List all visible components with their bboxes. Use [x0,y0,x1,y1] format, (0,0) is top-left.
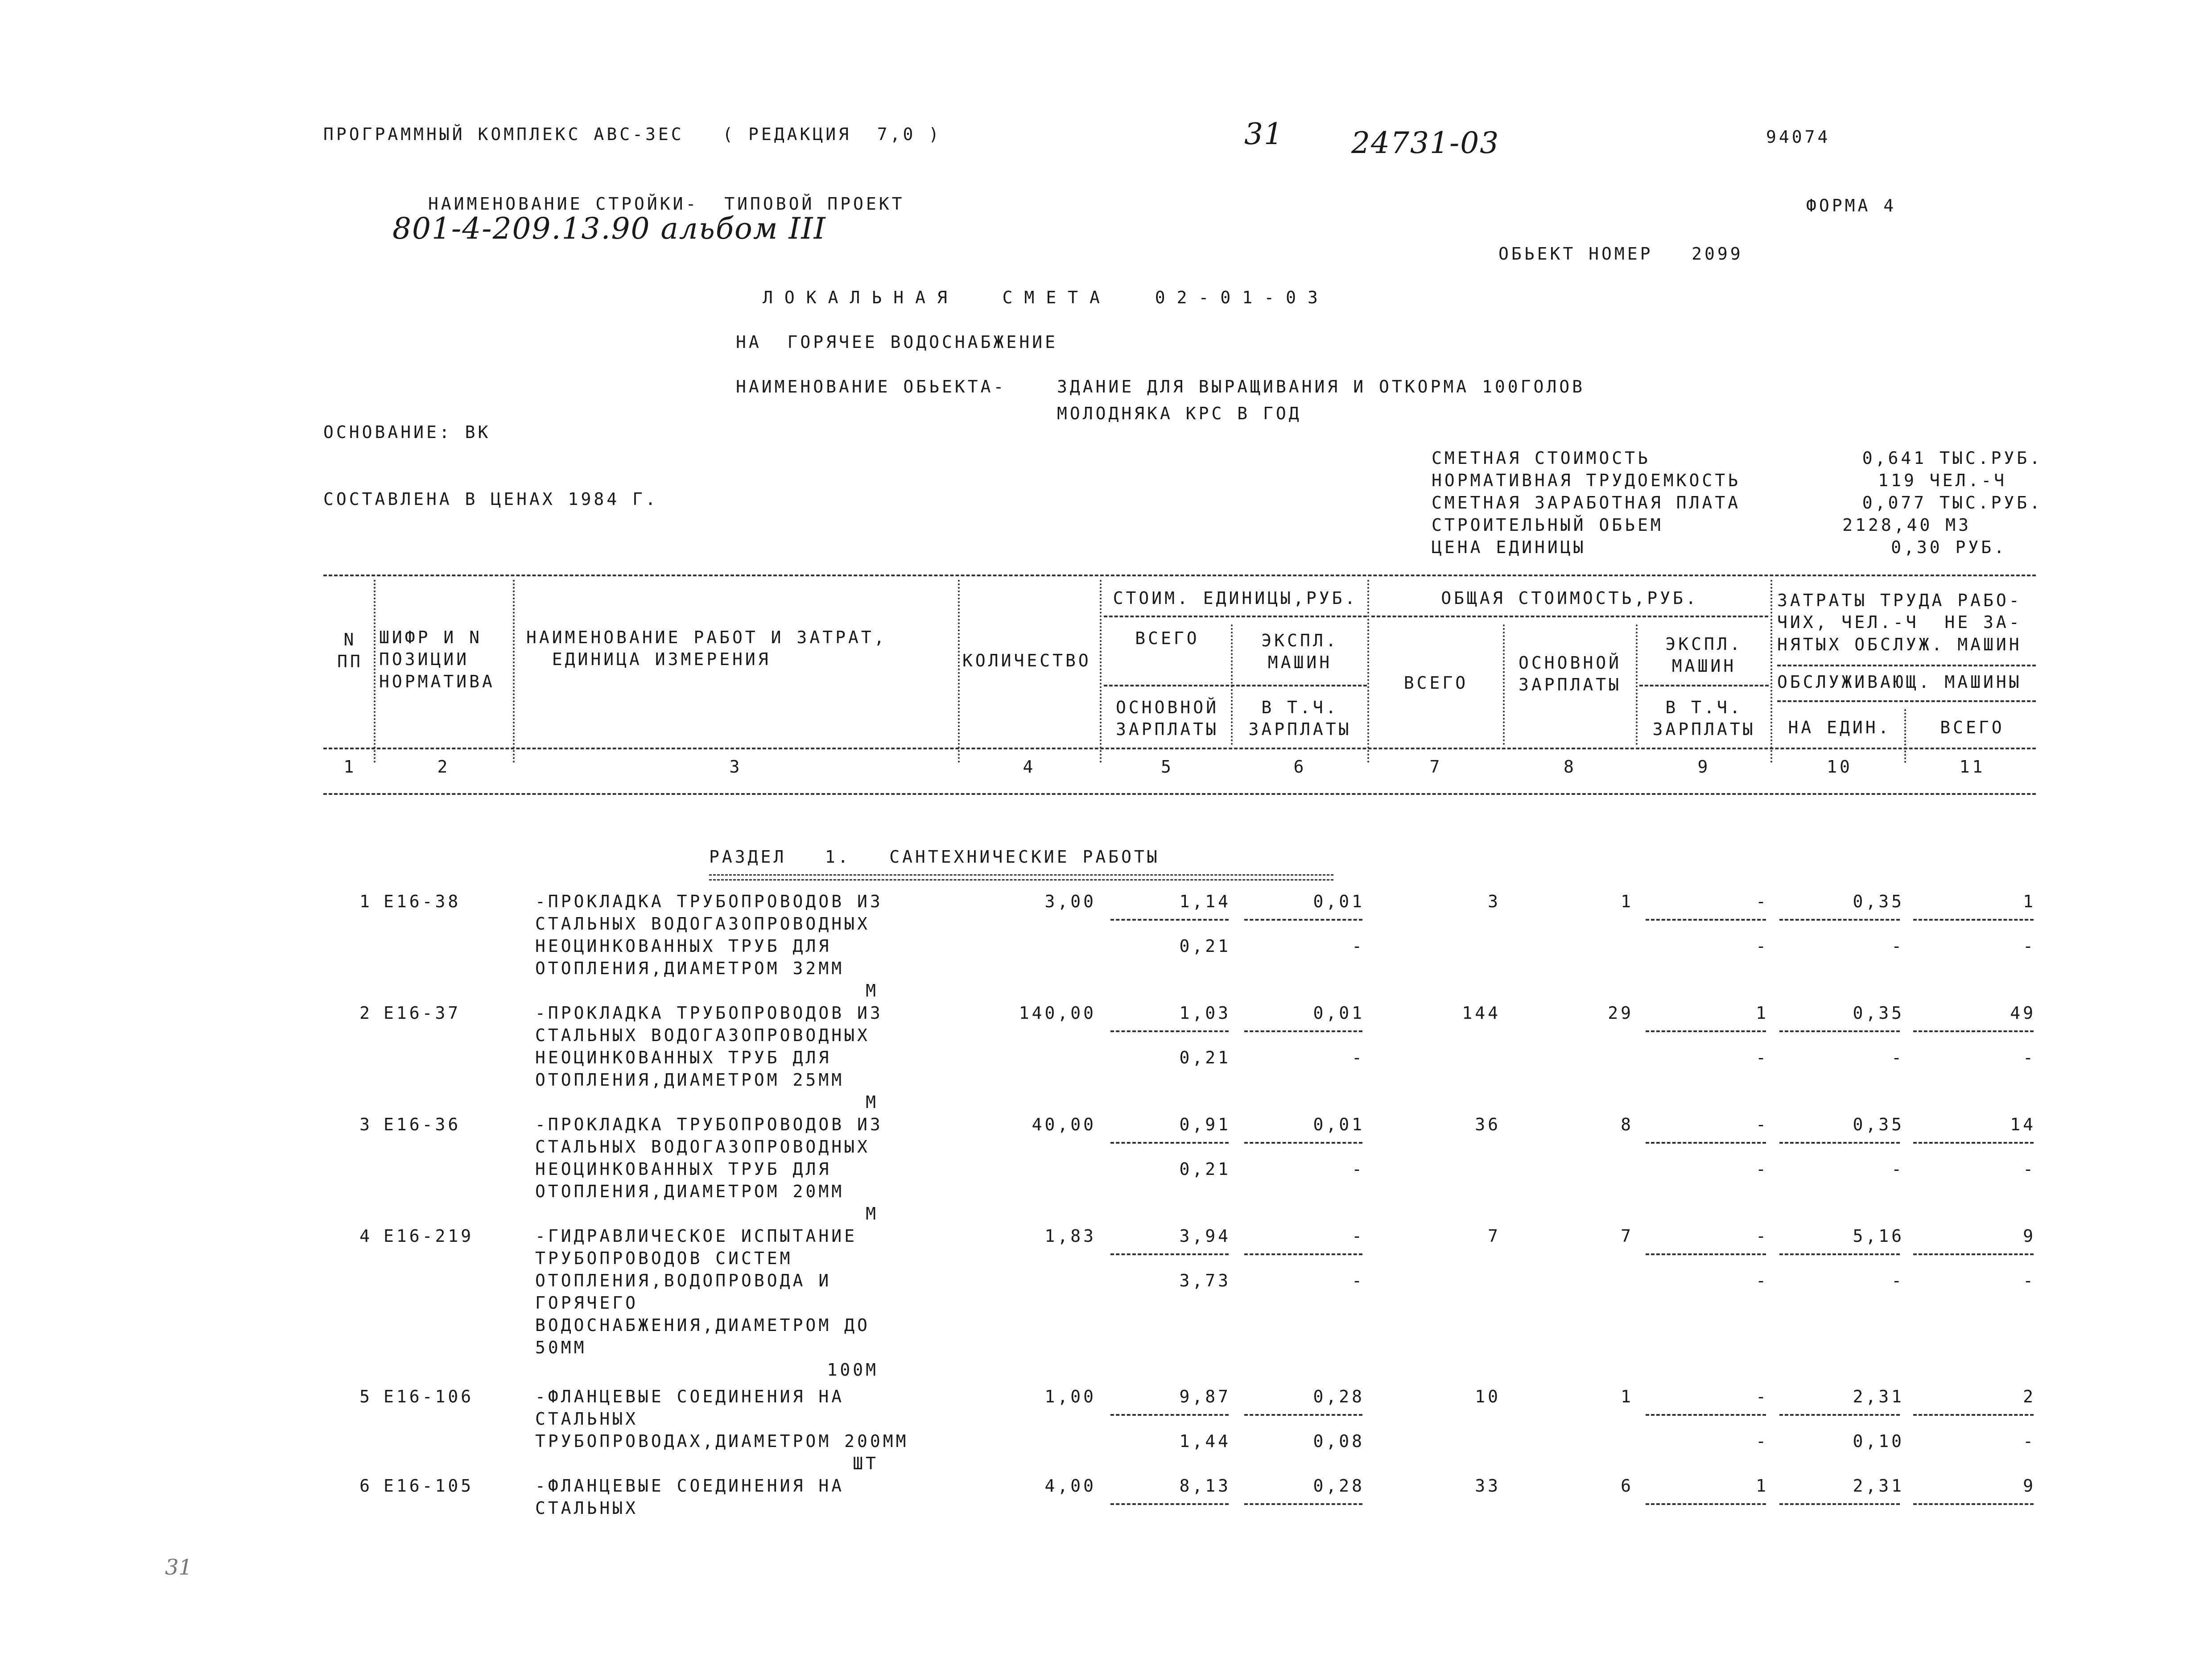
cell-rule [1110,1142,1229,1144]
row-unit-cost-total: 9,87 [1179,1387,1231,1406]
column-separator [374,580,376,763]
row-machine-labor-per-unit: - [1891,936,1904,956]
estimate-title: ЛОКАЛЬНАЯ СМЕТА 02-01-03 [763,288,1329,307]
cell-rule [1779,1030,1900,1032]
row-unit-cost-salary: 0,21 [1179,1048,1231,1067]
cell-rule [1913,919,2034,921]
row-quantity: 1,83 [1044,1226,1096,1246]
row-name-line: -ПРОКЛАДКА ТРУБОПРОВОДОВ ИЗ [535,1003,883,1023]
col-9-header-b: В Т.Ч. ЗАРПЛАТЫ [1652,698,1756,740]
row-unit-cost-machines: 0,28 [1313,1387,1365,1406]
column-number: 11 [1959,757,1985,777]
row-machine-labor-total: - [2023,1159,2036,1179]
row-labor-total: 9 [2023,1476,2036,1496]
row-number: 3 [359,1115,372,1134]
row-unit-cost-total: 1,03 [1179,1003,1231,1023]
row-unit: М [866,1092,879,1112]
row-code: Е16-38 [384,892,461,911]
row-name-line: -ПРОКЛАДКА ТРУБОПРОВОДОВ ИЗ [535,892,883,911]
document-code-handwritten: 24731-03 [1351,126,1500,160]
summary-label: ЦЕНА ЕДИНИЦЫ [1432,537,1586,557]
summary-label: НОРМАТИВНАЯ ТРУДОЕМКОСТЬ [1432,471,1741,490]
row-code: Е16-105 [384,1476,474,1496]
row-total-salary: 8 [1621,1115,1634,1134]
row-unit-cost-machines: 0,01 [1313,1115,1365,1134]
row-name-line: СТАЛЬНЫХ ВОДОГАЗОПРОВОДНЫХ [535,1137,870,1157]
rule [1371,616,1768,617]
col-1-header: N ПП [337,630,363,672]
section-underline [709,874,1333,881]
row-code: Е16-106 [384,1387,474,1406]
row-name-line: -ГИДРАВЛИЧЕСКОЕ ИСПЫТАНИЕ [535,1226,857,1246]
row-number: 4 [359,1226,372,1246]
row-total-machines-salary: - [1756,1431,1769,1451]
rule [1777,665,2036,666]
cell-rule [1779,1503,1900,1505]
row-number: 1 [359,892,372,911]
summary-label: СТРОИТЕЛЬНЫЙ ОБЬЕМ [1432,515,1663,535]
row-total-machines-salary: - [1756,1159,1769,1179]
row-name-line: ТРУБОПРОВОДАХ,ДИАМЕТРОМ 200ММ [535,1431,909,1451]
cell-rule [1913,1142,2034,1144]
rule [323,748,2036,749]
column-number: 8 [1564,757,1576,777]
column-separator [1367,580,1369,763]
col-5-header-b: ОСНОВНОЙ ЗАРПЛАТЫ [1115,698,1219,740]
cell-rule [1646,1414,1766,1416]
col-6-header-a: ЭКСПЛ. МАШИН [1261,631,1339,673]
basis: ОСНОВАНИЕ: ВК [323,422,491,442]
summary-value: 119 ЧЕЛ.-Ч [1878,471,2007,490]
cell-rule [1244,1030,1362,1032]
row-machine-labor-per-unit: 0,10 [1853,1431,1904,1451]
cell-rule [1244,919,1362,921]
column-number: 10 [1827,757,1853,777]
cols-10-11-subheader: ОБСЛУЖИВАЮЩ. МАШИНЫ [1777,672,2022,692]
cell-rule [1110,1414,1229,1416]
cell-rule [1913,1253,2034,1255]
row-unit-cost-salary: 1,44 [1179,1431,1231,1451]
row-total-salary: 7 [1621,1226,1634,1246]
page-number-handwritten: 31 [1244,117,1283,151]
summary-value: 0,30 РУБ. [1891,537,2007,557]
object-name-label: НАИМЕНОВАНИЕ ОБЬЕКТА- [736,377,1007,397]
col-11-header: ВСЕГО [1940,718,2005,737]
column-separator [1904,709,1906,763]
col-4-header: КОЛИЧЕСТВО [962,651,1091,670]
summary-label: СМЕТНАЯ СТОИМОСТЬ [1432,448,1651,468]
row-name-line: -ПРОКЛАДКА ТРУБОПРОВОДОВ ИЗ [535,1115,883,1134]
row-name-line: ТРУБОПРОВОДОВ СИСТЕМ [535,1249,793,1268]
rule [323,793,2036,795]
column-number: 4 [1023,757,1036,777]
row-code: Е16-219 [384,1226,474,1246]
row-total-salary: 6 [1621,1476,1634,1496]
column-separator [513,580,515,763]
row-unit-cost-salary: 3,73 [1179,1271,1231,1290]
row-number: 2 [359,1003,372,1023]
column-number: 7 [1429,757,1443,777]
cell-rule [1110,1030,1229,1032]
row-unit: ШТ [853,1454,879,1473]
col-6-header-b: В Т.Ч. ЗАРПЛАТЫ [1248,698,1352,740]
row-total-machines: - [1756,1115,1769,1134]
row-unit-cost-machines: 0,01 [1313,1003,1365,1023]
row-total-salary: 1 [1621,892,1634,911]
rule [1639,685,1769,686]
row-name-line: 50ММ [535,1338,587,1357]
rule [1104,685,1367,686]
row-machine-labor-per-unit: - [1891,1159,1904,1179]
cell-rule [1646,1030,1766,1032]
row-quantity: 40,00 [1032,1115,1096,1134]
cell-rule [1110,919,1229,921]
column-separator [1100,580,1102,763]
column-separator [1503,624,1505,745]
cell-rule [1779,919,1900,921]
column-number: 5 [1161,757,1174,777]
rule [1777,700,2036,702]
summary-value: 0,077 ТЫС.РУБ. [1862,493,2043,513]
section-title: РАЗДЕЛ 1. САНТЕХНИЧЕСКИЕ РАБОТЫ [709,847,1160,867]
row-machine-labor-total: - [2023,936,2036,956]
row-labor-total: 1 [2023,892,2036,911]
row-unit-cost-total: 8,13 [1179,1476,1231,1496]
row-unit-cost-total: 3,94 [1179,1226,1231,1246]
row-labor-per-unit: 0,35 [1853,1115,1904,1134]
summary-value: 2128,40 М3 [1842,515,1971,535]
row-name-line: СТАЛЬНЫХ ВОДОГАЗОПРОВОДНЫХ [535,1025,870,1045]
summary-label: СМЕТНАЯ ЗАРАБОТНАЯ ПЛАТА [1432,493,1741,513]
column-number: 2 [437,757,450,777]
row-name-line: ОТОПЛЕНИЯ,ВОДОПРОВОДА И [535,1271,832,1290]
cell-rule [1110,1503,1229,1505]
row-unit-cost-total: 1,14 [1179,892,1231,911]
row-total-cost: 36 [1475,1115,1501,1134]
row-total-cost: 3 [1488,892,1501,911]
cell-rule [1244,1142,1362,1144]
cell-rule [1244,1253,1362,1255]
row-unit-cost-machines: 0,28 [1313,1476,1365,1496]
row-unit: М [866,981,879,1001]
row-total-machines: 1 [1756,1476,1769,1496]
row-code: Е16-36 [384,1115,461,1134]
cell-rule [1110,1253,1229,1255]
row-name-line: НЕОЦИНКОВАННЫХ ТРУБ ДЛЯ [535,1048,832,1067]
cols-7-9-header: ОБЩАЯ СТОИМОСТЬ,РУБ. [1441,588,1699,608]
row-number: 5 [359,1387,372,1406]
cell-rule [1913,1503,2034,1505]
cell-rule [1646,919,1766,921]
row-name-line: -ФЛАНЦЕВЫЕ СОЕДИНЕНИЯ НА [535,1476,845,1496]
cell-rule [1913,1030,2034,1032]
column-number: 9 [1697,757,1711,777]
row-total-machines-salary: - [1756,936,1769,956]
cell-rule [1913,1414,2034,1416]
row-total-machines: - [1756,1226,1769,1246]
row-total-machines-salary: - [1756,1271,1769,1290]
object-number: ОБЬЕКТ НОМЕР 2099 [1498,244,1743,264]
row-unit-machines-salary: - [1352,1159,1365,1179]
row-labor-per-unit: 5,16 [1853,1226,1904,1246]
cell-rule [1244,1503,1362,1505]
footer-page-mark: 31 [165,1555,193,1580]
cell-rule [1646,1503,1766,1505]
cols-10-11-header: ЗАТРАТЫ ТРУДА РАБО- ЧИХ, ЧЕЛ.-Ч НЕ ЗА- НЯТЫХ ОБСЛУЖ. МАШИН [1777,591,2022,654]
cols-5-6-header: СТОИМ. ЕДИНИЦЫ,РУБ. [1113,588,1358,608]
row-labor-total: 14 [2010,1115,2036,1134]
row-total-cost: 10 [1475,1387,1501,1406]
row-name-line: СТАЛЬНЫХ ВОДОГАЗОПРОВОДНЫХ [535,914,870,934]
row-number: 6 [359,1476,372,1496]
row-machine-labor-total: - [2023,1271,2036,1290]
row-unit-cost-salary: 0,21 [1179,936,1231,956]
row-total-cost: 144 [1462,1003,1501,1023]
row-labor-total: 9 [2023,1226,2036,1246]
row-labor-total: 2 [2023,1387,2036,1406]
rule [1104,616,1367,617]
column-separator [1636,624,1638,745]
object-name-line-1: ЗДАНИЕ ДЛЯ ВЫРАЩИВАНИЯ И ОТКОРМА 100ГОЛОВ [1057,377,1585,397]
code-right: 94074 [1766,127,1831,147]
cell-rule [1779,1414,1900,1416]
row-code: Е16-37 [384,1003,461,1023]
column-separator [1770,580,1772,763]
column-number: 1 [343,757,357,777]
column-number: 6 [1293,757,1307,777]
row-labor-per-unit: 2,31 [1853,1476,1904,1496]
row-name-line: ОТОПЛЕНИЯ,ДИАМЕТРОМ 32ММ [535,959,845,978]
row-unit: 100М [827,1360,879,1380]
row-name-line: СТАЛЬНЫХ [535,1409,639,1429]
row-total-machines: 1 [1756,1003,1769,1023]
column-separator [958,580,960,763]
col-5-header-a: ВСЕГО [1135,628,1200,648]
row-name-line: ОТОПЛЕНИЯ,ДИАМЕТРОМ 25ММ [535,1070,845,1090]
row-name-line: ВОДОСНАБЖЕНИЯ,ДИАМЕТРОМ ДО [535,1315,870,1335]
col-9-header-a: ЭКСПЛ. МАШИН [1665,634,1743,676]
cell-rule [1244,1414,1362,1416]
cell-rule [1646,1253,1766,1255]
row-machine-labor-per-unit: - [1891,1271,1904,1290]
row-labor-per-unit: 0,35 [1853,1003,1904,1023]
cell-rule [1646,1142,1766,1144]
col-3-header: НАИМЕНОВАНИЕ РАБОТ И ЗАТРАТ, ЕДИНИЦА ИЗМЕРЕНИЯ [526,628,887,670]
row-unit-cost-salary: 0,21 [1179,1159,1231,1179]
row-unit: М [866,1204,879,1224]
construction-project-handwritten: 801-4-209.13.90 альбом III [392,211,826,246]
col-8-header: ОСНОВНОЙ ЗАРПЛАТЫ [1518,653,1622,695]
row-total-salary: 29 [1608,1003,1634,1023]
row-total-salary: 1 [1621,1387,1634,1406]
row-total-cost: 7 [1488,1226,1501,1246]
row-quantity: 4,00 [1044,1476,1096,1496]
row-unit-cost-total: 0,91 [1179,1115,1231,1134]
row-labor-per-unit: 2,31 [1853,1387,1904,1406]
row-machine-labor-total: - [2023,1431,2036,1451]
row-name-line: ГОРЯЧЕГО [535,1293,639,1313]
price-level: СОСТАВЛЕНА В ЦЕНАХ 1984 Г. [323,489,658,509]
row-unit-machines-salary: - [1352,1048,1365,1067]
row-quantity: 3,00 [1044,892,1096,911]
row-name-line: -ФЛАНЦЕВЫЕ СОЕДИНЕНИЯ НА [535,1387,845,1406]
row-total-machines-salary: - [1756,1048,1769,1067]
estimate-subtitle: НА ГОРЯЧЕЕ ВОДОСНАБЖЕНИЕ [736,332,1058,352]
row-name-line: НЕОЦИНКОВАННЫХ ТРУБ ДЛЯ [535,1159,832,1179]
col-2-header: ШИФР И N ПОЗИЦИИ НОРМАТИВА [379,628,495,691]
column-number: 3 [729,757,743,777]
row-labor-total: 49 [2010,1003,2036,1023]
row-unit-machines-salary: - [1352,1271,1365,1290]
row-unit-cost-machines: - [1352,1226,1365,1246]
row-name-line: ОТОПЛЕНИЯ,ДИАМЕТРОМ 20ММ [535,1182,845,1201]
cell-rule [1779,1142,1900,1144]
row-name-line: СТАЛЬНЫХ [535,1498,639,1518]
row-labor-per-unit: 0,35 [1853,892,1904,911]
construction-label: НАИМЕНОВАНИЕ СТРОЙКИ- ТИПОВОЙ ПРОЕКТ [428,194,905,214]
row-quantity: 140,00 [1019,1003,1096,1023]
row-unit-machines-salary: - [1352,936,1365,956]
summary-value: 0,641 ТЫС.РУБ. [1862,448,2043,468]
row-machine-labor-total: - [2023,1048,2036,1067]
col-10-header: НА ЕДИН. [1788,718,1891,737]
form-label: ФОРМА 4 [1806,196,1897,215]
program-name: ПРОГРАММНЫЙ КОМПЛЕКС АВС-3ЕС ( РЕДАКЦИЯ 7,0 ) [323,124,942,144]
row-total-machines: - [1756,1387,1769,1406]
rule [323,575,2036,576]
row-total-machines: - [1756,892,1769,911]
cell-rule [1779,1253,1900,1255]
object-name-line-2: МОЛОДНЯКА КРС В ГОД [1057,404,1302,423]
row-unit-machines-salary: 0,08 [1313,1431,1365,1451]
row-machine-labor-per-unit: - [1891,1048,1904,1067]
row-quantity: 1,00 [1044,1387,1096,1406]
col-7-header: ВСЕГО [1403,673,1469,693]
row-name-line: НЕОЦИНКОВАННЫХ ТРУБ ДЛЯ [535,936,832,956]
row-unit-cost-machines: 0,01 [1313,892,1365,911]
row-total-cost: 33 [1475,1476,1501,1496]
